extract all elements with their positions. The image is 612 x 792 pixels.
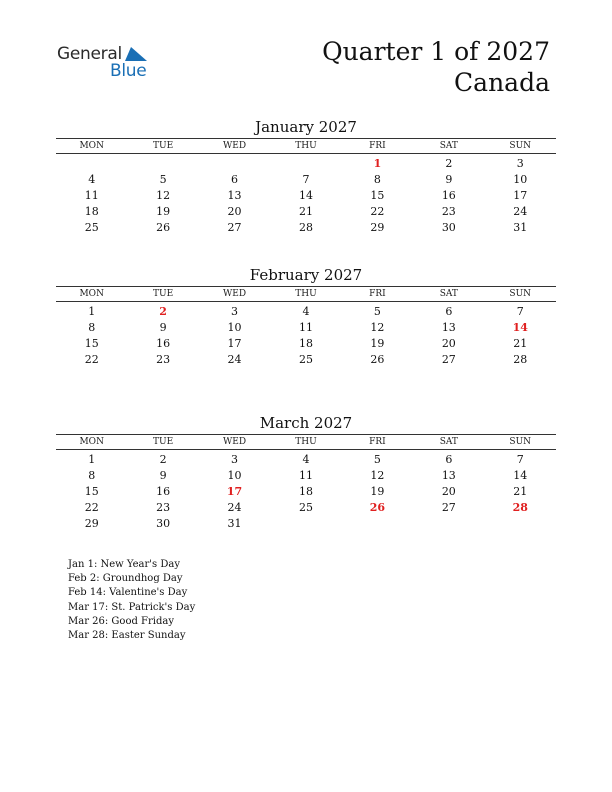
day-cell: 31 — [513, 221, 528, 234]
day-cell: 22 — [84, 501, 99, 514]
holiday-day-cell: 17 — [226, 485, 243, 498]
day-cell: 14 — [513, 469, 528, 482]
day-cell: 1 — [88, 453, 96, 466]
country-title: Canada — [454, 68, 550, 97]
day-cell: 7 — [516, 305, 524, 318]
logo-text-general: General — [57, 44, 122, 64]
day-cell: 10 — [227, 321, 242, 334]
day-grid — [56, 156, 556, 236]
day-cell: 5 — [159, 173, 167, 186]
day-cell: 16 — [441, 189, 456, 202]
logo-text-blue: Blue — [110, 61, 147, 81]
day-cell: 30 — [156, 517, 171, 530]
weekday-label: FRI — [369, 289, 386, 299]
day-cell: 6 — [445, 453, 453, 466]
day-cell: 5 — [373, 453, 381, 466]
day-cell: 11 — [298, 469, 313, 482]
month-name: January 2027 — [255, 118, 357, 136]
day-cell: 19 — [156, 205, 171, 218]
day-cell: 3 — [231, 453, 239, 466]
day-cell: 29 — [84, 517, 99, 530]
holiday-day-cell: 14 — [512, 321, 528, 334]
day-cell — [485, 516, 556, 532]
quarter-title: Quarter 1 of 2027 — [322, 37, 550, 66]
holiday-list-item: Feb 2: Groundhog Day — [68, 573, 183, 585]
day-cell: 20 — [441, 485, 456, 498]
weekday-label: THU — [295, 437, 317, 447]
day-cell — [199, 156, 270, 172]
day-cell: 28 — [298, 221, 313, 234]
day-cell: 25 — [298, 353, 313, 366]
day-cell — [413, 516, 484, 532]
day-cell: 27 — [227, 221, 242, 234]
day-cell: 13 — [441, 321, 456, 334]
holiday-list-item: Mar 26: Good Friday — [68, 615, 174, 627]
day-cell: 10 — [513, 173, 528, 186]
day-cell: 27 — [441, 353, 456, 366]
day-cell: 17 — [513, 189, 528, 202]
day-cell: 14 — [298, 189, 313, 202]
weekday-label: SUN — [509, 437, 532, 447]
day-cell — [56, 156, 127, 172]
day-cell: 16 — [156, 485, 171, 498]
day-cell: 24 — [227, 353, 242, 366]
day-cell: 23 — [156, 353, 171, 366]
day-cell: 8 — [373, 173, 381, 186]
month-name: March 2027 — [259, 414, 353, 432]
weekday-label: FRI — [369, 437, 386, 447]
day-cell: 3 — [231, 305, 239, 318]
month-february — [56, 265, 556, 368]
day-grid — [56, 452, 556, 532]
day-cell: 4 — [302, 305, 310, 318]
day-cell: 23 — [156, 501, 171, 514]
weekday-divider — [56, 449, 556, 450]
holiday-list-item: Mar 28: Easter Sunday — [68, 630, 186, 642]
day-cell: 26 — [370, 353, 385, 366]
day-cell: 12 — [156, 189, 171, 202]
day-cell: 7 — [302, 173, 310, 186]
day-cell: 1 — [88, 305, 96, 318]
weekday-label: MON — [79, 141, 104, 151]
day-cell: 12 — [370, 469, 385, 482]
day-cell: 20 — [441, 337, 456, 350]
page-title — [322, 36, 550, 98]
day-cell: 18 — [84, 205, 99, 218]
day-cell — [270, 156, 341, 172]
day-cell: 4 — [88, 173, 96, 186]
day-cell: 7 — [516, 453, 524, 466]
logo-triangle-icon — [125, 47, 147, 61]
weekday-header — [56, 139, 556, 153]
month-march — [56, 413, 556, 532]
weekday-header — [56, 287, 556, 301]
weekday-label: FRI — [369, 141, 386, 151]
holiday-list-item: Jan 1: New Year's Day — [68, 559, 180, 570]
weekday-label: WED — [223, 141, 247, 151]
holiday-list-item: Feb 14: Valentine's Day — [68, 587, 188, 599]
holiday-day-cell: 28 — [512, 501, 528, 514]
day-cell: 15 — [84, 337, 99, 350]
day-cell: 11 — [84, 189, 99, 202]
day-cell: 25 — [298, 501, 313, 514]
day-cell: 5 — [373, 305, 381, 318]
day-cell: 15 — [84, 485, 99, 498]
holiday-day-cell: 2 — [159, 305, 167, 318]
weekday-divider — [56, 301, 556, 302]
generalblue-logo — [57, 44, 157, 84]
month-january — [56, 117, 556, 236]
weekday-label: WED — [223, 437, 247, 447]
day-cell: 29 — [370, 221, 385, 234]
holiday-list-item: Mar 17: St. Patrick's Day — [68, 601, 196, 613]
day-cell: 9 — [159, 469, 167, 482]
weekday-label: THU — [295, 141, 317, 151]
weekday-label: SAT — [439, 289, 458, 299]
day-cell: 27 — [441, 501, 456, 514]
day-cell: 23 — [441, 205, 456, 218]
weekday-divider — [56, 153, 556, 154]
day-cell: 25 — [84, 221, 99, 234]
weekday-header — [56, 435, 556, 449]
day-cell: 10 — [227, 469, 242, 482]
weekday-label: SUN — [509, 289, 532, 299]
day-cell: 19 — [370, 485, 385, 498]
weekday-label: WED — [223, 289, 247, 299]
day-cell: 17 — [227, 337, 242, 350]
holiday-list — [68, 558, 195, 643]
day-cell: 21 — [298, 205, 313, 218]
day-cell: 16 — [156, 337, 171, 350]
month-name: February 2027 — [249, 266, 363, 284]
weekday-label: SAT — [439, 437, 458, 447]
day-cell: 19 — [370, 337, 385, 350]
day-cell — [270, 516, 341, 532]
day-cell: 11 — [298, 321, 313, 334]
day-cell: 13 — [227, 189, 242, 202]
day-cell: 13 — [441, 469, 456, 482]
day-cell: 3 — [516, 157, 524, 170]
weekday-label: TUE — [153, 437, 174, 447]
day-cell — [342, 516, 413, 532]
day-grid — [56, 304, 556, 368]
day-cell: 18 — [298, 337, 313, 350]
day-cell: 31 — [227, 517, 242, 530]
day-cell: 2 — [159, 453, 167, 466]
weekday-label: MON — [79, 437, 104, 447]
day-cell: 6 — [231, 173, 239, 186]
day-cell: 2 — [445, 157, 453, 170]
day-cell: 18 — [298, 485, 313, 498]
day-cell: 30 — [441, 221, 456, 234]
day-cell — [127, 156, 198, 172]
day-cell: 8 — [88, 469, 96, 482]
day-cell: 22 — [370, 205, 385, 218]
weekday-label: SUN — [509, 141, 532, 151]
day-cell: 6 — [445, 305, 453, 318]
day-cell: 8 — [88, 321, 96, 334]
day-cell: 24 — [227, 501, 242, 514]
weekday-label: THU — [295, 289, 317, 299]
day-cell: 24 — [513, 205, 528, 218]
weekday-label: MON — [79, 289, 104, 299]
day-cell: 21 — [513, 337, 528, 350]
day-cell: 15 — [370, 189, 385, 202]
day-cell: 21 — [513, 485, 528, 498]
weekday-label: TUE — [153, 289, 174, 299]
day-cell: 26 — [156, 221, 171, 234]
day-cell: 12 — [370, 321, 385, 334]
day-cell: 9 — [159, 321, 167, 334]
day-cell: 28 — [513, 353, 528, 366]
holiday-day-cell: 26 — [369, 501, 386, 514]
holiday-day-cell: 1 — [373, 157, 382, 170]
day-cell: 20 — [227, 205, 242, 218]
day-cell: 9 — [445, 173, 453, 186]
day-cell: 22 — [84, 353, 99, 366]
weekday-label: SAT — [439, 141, 458, 151]
weekday-label: TUE — [153, 141, 174, 151]
day-cell: 4 — [302, 453, 310, 466]
